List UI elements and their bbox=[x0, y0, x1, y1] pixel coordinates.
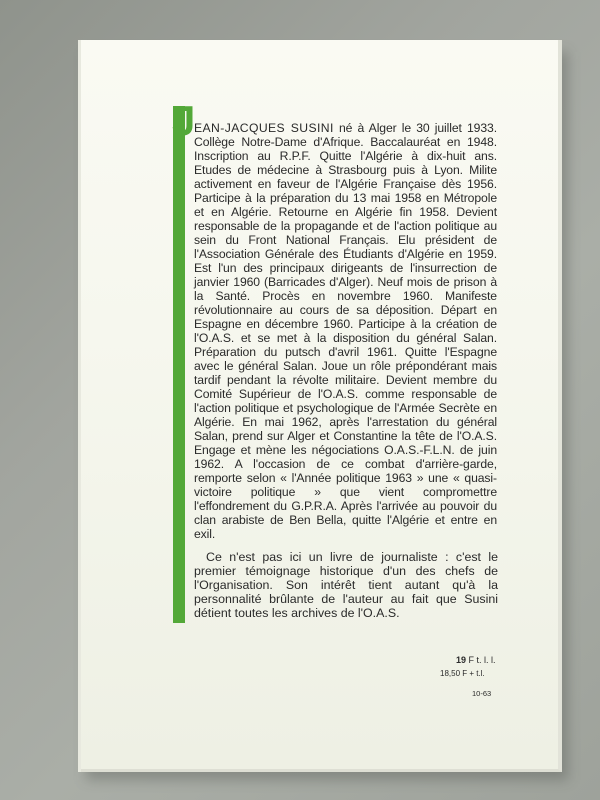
price-suffix: F t. l. l. bbox=[466, 655, 496, 665]
biography-text: né à Alger le 30 juillet 1933. Collège Notre-Dame d'Afrique. Baccalauréat en 1948. Inscription au R.P.F. Quitte l'Algérie à dix-huit ans. Etudes de médecine à Strasbourg puis à Lyon. Milite activement en faveur de l'Algérie Française dès 1956. Participe à la préparation du 13 mai 1958 en Métropole et en Algérie. Retourne en Algérie fin 1958. Devient responsable de la propagande et de l'action politique au sein du Front National Français. Elu président de l'Association Générale des Étudiants d'Algérie en 1959. Est l'un des principaux dirigeants de l'insurrection de janvier 1960 (Barricades d'Alger). Neuf mois de prison à la Santé. Procès en novembre 1960. Manifeste révolutionnaire au cours de sa déposition. Départ en Espagne en décembre 1960. Participe à la création de l'O.A.S. et se met à la disposition du général Salan. Préparation du putsch d'avril 1961. Quitte l'Espagne avec le général Salan. Joue un rôle prépondérant mais tardif pendant la révolte militaire. Devient membre du Comité Supérieur de l'O.A.S. comme responsable de l'action politique et psychologique de l'Armée Secrète en Algérie. En mai 1962, après l'arrestation du général Salan, prend sur Alger et Constantine la tête de l'O.A.S. Engage et mène les négociations O.A.S.-F.L.N. de juin 1962. A l'occasion de ce combat d'arrière-garde, remporte selon « l'Année politique 1963 » une « quasi-victoire politique » que vient compromettre l'effondrement du G.P.R.A. Après l'arrivée au pouvoir du clan arabiste de Ben Bella, quitte l'Algérie et entre en exil. bbox=[194, 121, 498, 541]
price-line-2: 18,50 F + t.l. bbox=[440, 669, 485, 678]
blurb-text: Ce n'est pas ici un livre de journaliste : c'est le premier témoignage historique d'un des chefs de l'Organisation. Son intérêt tient autant qu'à la personnalité brûlante de l'auteur au fait que Susini détient toutes les archives de l'O.A.S. bbox=[194, 550, 498, 620]
book-blurb bbox=[194, 550, 498, 620]
price-line-1 bbox=[456, 655, 496, 665]
book-spine-edge bbox=[78, 40, 81, 772]
author-biography bbox=[194, 121, 497, 541]
price-code: 10-63 bbox=[472, 689, 492, 698]
drop-cap-initial: J bbox=[172, 97, 196, 144]
green-margin-bar bbox=[173, 106, 185, 623]
author-name: EAN-JACQUES SUSINI bbox=[194, 121, 334, 135]
price-main: 19 bbox=[456, 655, 467, 665]
